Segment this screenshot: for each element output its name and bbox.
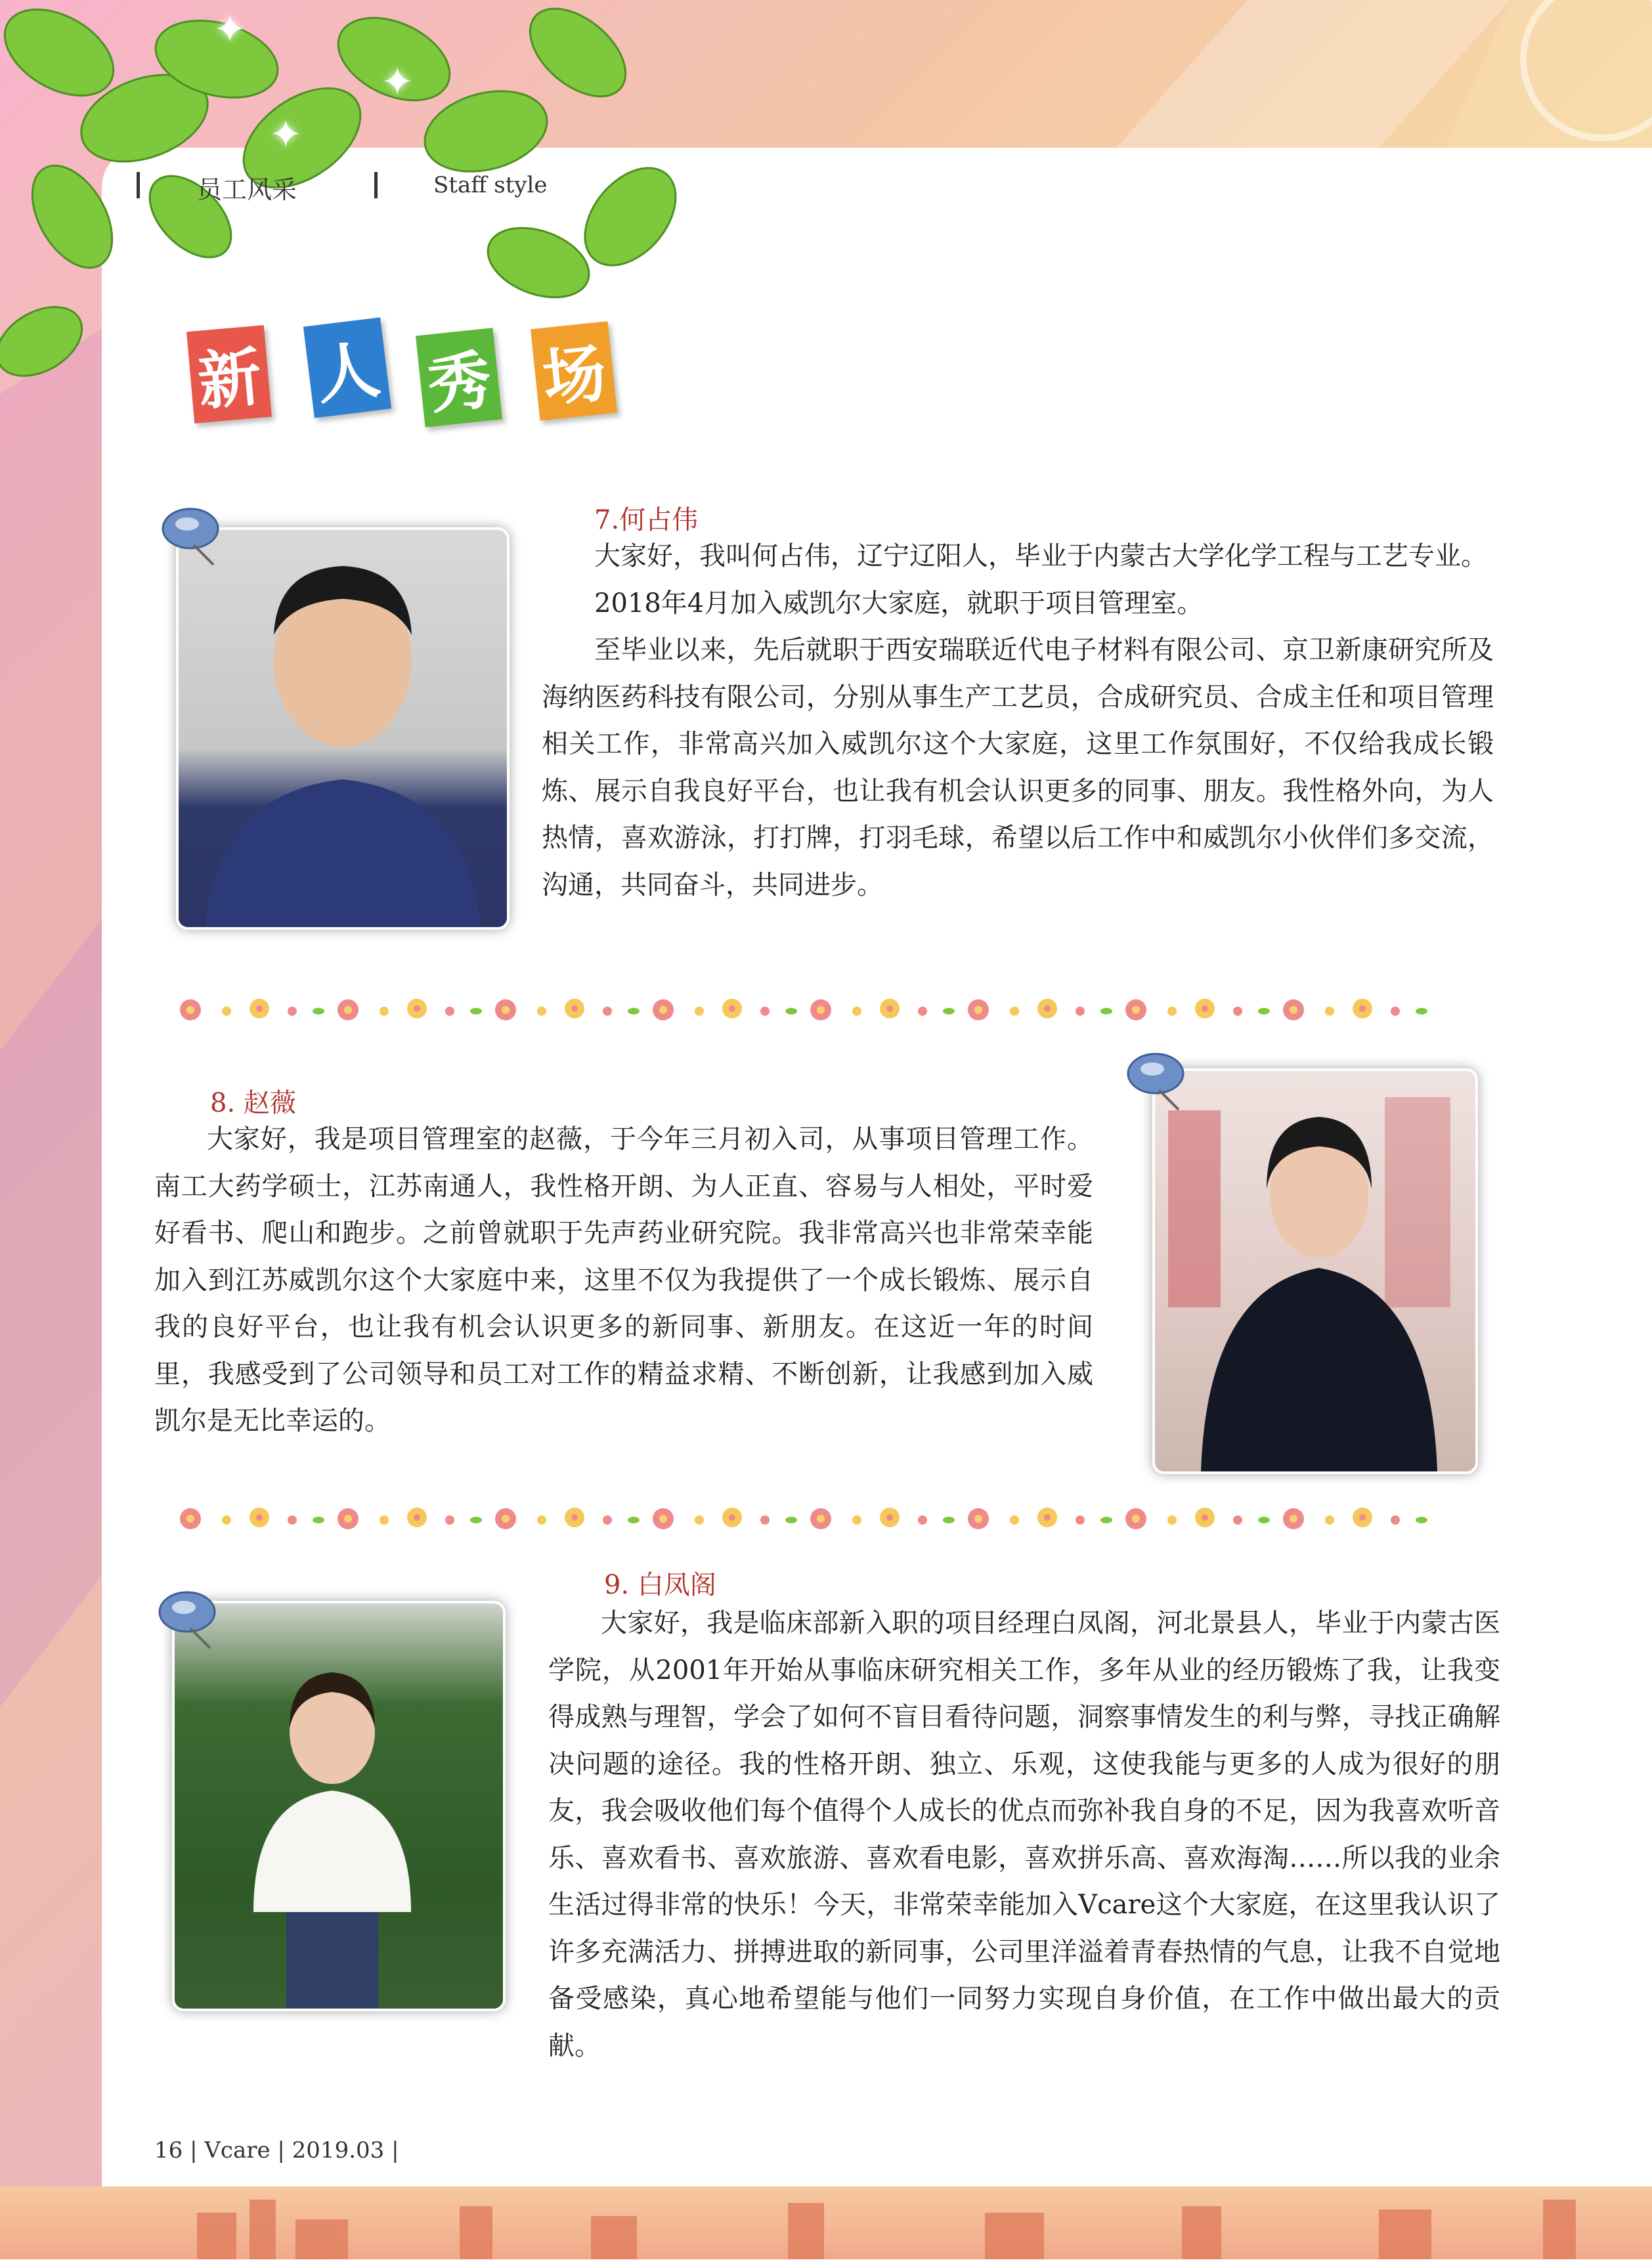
footer-issue: 2019.03	[292, 2137, 385, 2164]
bio-paragraph: 大家好，我是临床部新入职的项目经理白凤阁，河北景县人，毕业于内蒙古医学院，从2001年开始从事临床研究相关工作，多年从业的经历锻炼了我，让我变得成熟与理智，学会了如何不盲目看待问题，洞察事情发生的利与弊，寻找正确解决问题的途径。我的性格开朗、独立、乐观，这使我能与更多的人成为很好的朋友，我会吸收他们每个值得个人成长的优点而弥补我自身的不足，因为我喜欢听音乐、喜欢看书、喜欢旅游、喜欢看电影，喜欢拼乐高、喜欢海淘……所以我的业余生活过得非常的快乐！今天，非常荣幸能加入Vcare这个大家庭，在这里我认识了许多充满活力、拼搏进取的新同事，公司里洋溢着青春热情的气息，让我不自觉地备受感染，真心地希望能与他们一同努力实现自身价值，在工作中做出最大的贡献。	[548, 1608, 1500, 2061]
pushpin-icon	[154, 499, 227, 571]
profile-photo	[176, 527, 510, 930]
pushpin-icon	[151, 1582, 223, 1655]
profile-bio	[154, 1116, 1093, 1445]
footer-brand: Vcare	[204, 2137, 271, 2164]
sparkle-icon: ✦	[213, 7, 247, 53]
sparkle-icon: ✦	[269, 112, 303, 158]
header-divider	[374, 172, 378, 198]
flower-divider	[171, 990, 1458, 1030]
page-footer: 16 | Vcare | 2019.03 |	[154, 2137, 399, 2164]
title-tile: 新	[186, 325, 272, 424]
page-number: 16	[154, 2137, 183, 2164]
bio-paragraph: 大家好，我叫何占伟，辽宁辽阳人，毕业于内蒙古大学化学工程与工艺专业。	[594, 541, 1487, 571]
profile-bio	[542, 533, 1494, 909]
profile-photo	[172, 1601, 506, 2011]
person-silhouette	[1155, 1071, 1475, 1471]
section-title-en: Staff style	[433, 172, 548, 198]
skyline-illustration	[0, 2186, 1652, 2259]
sparkle-icon: ✦	[381, 59, 414, 105]
pushpin-icon	[1119, 1044, 1192, 1116]
bio-paragraph: 大家好，我是项目管理室的赵薇，于今年三月初入司，从事项目管理工作。南工大药学硕士，江苏南通人，我性格开朗、为人正直、容易与人相处，平时爱好看书、爬山和跑步。之前曾就职于先声药业研究院。我非常高兴也非常荣幸能加入到江苏威凯尔这个大家庭中来，这里不仅为我提供了一个成长锻炼、展示自我的良好平台，也让我有机会认识更多的新同事、新朋友。在这近一年的时间里，我感受到了公司领导和员工对工作的精益求精、不断创新，让我感到加入威凯尔是无比幸运的。	[154, 1124, 1093, 1436]
profile-name: 7.何占伟	[594, 505, 699, 535]
city-skyline	[0, 2186, 1652, 2259]
person-silhouette	[179, 530, 507, 927]
header-divider	[137, 172, 140, 198]
title-tile: 秀	[416, 328, 502, 427]
bio-paragraph: 至毕业以来，先后就职于西安瑞联近代电子材料有限公司、京卫新康研究所及海纳医药科技有限公司，分别从事生产工艺员，合成研究员、合成主任和项目管理相关工作，非常高兴加入威凯尔这个大家庭，这里工作氛围好，不仅给我成长锻炼、展示自我良好平台，也让我有机会认识更多的同事、朋友。我性格外向，为人热情，喜欢游泳，打打牌，打羽毛球，希望以后工作中和威凯尔小伙伴们多交流，沟通，共同奋斗，共同进步。	[542, 635, 1494, 900]
person-silhouette	[175, 1603, 503, 2009]
bio-paragraph: 2018年4月加入威凯尔大家庭，就职于项目管理室。	[594, 588, 1204, 619]
profile-photo	[1152, 1068, 1478, 1474]
flower-divider	[171, 1499, 1458, 1538]
profile-name: 9. 白凤阁	[604, 1570, 716, 1600]
title-tile: 人	[303, 317, 391, 418]
title-tile: 场	[531, 321, 617, 421]
profile-bio	[548, 1600, 1500, 2070]
profile-name: 8. 赵薇	[210, 1088, 296, 1118]
section-title-cn: 员工风采	[197, 175, 297, 204]
